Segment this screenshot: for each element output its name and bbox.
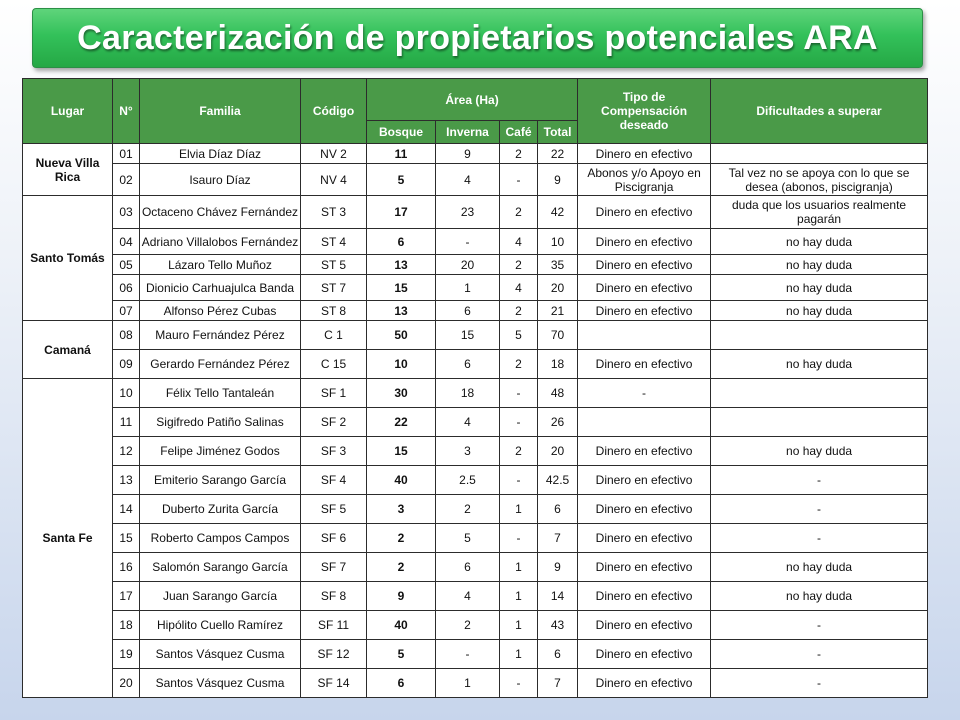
cafe-cell: - xyxy=(500,379,538,408)
table-row xyxy=(23,275,928,301)
lugar-cell: Nueva Villa Rica xyxy=(23,144,113,196)
cafe-cell: - xyxy=(500,669,538,698)
inverna-cell: 3 xyxy=(436,437,500,466)
row-number: 12 xyxy=(113,437,140,466)
table-container xyxy=(22,78,927,698)
bosque-cell: 5 xyxy=(367,164,436,196)
tipo-cell: Dinero en efectivo xyxy=(578,495,711,524)
codigo-cell: SF 1 xyxy=(301,379,367,408)
tipo-cell: Dinero en efectivo xyxy=(578,524,711,553)
table-row xyxy=(23,495,928,524)
inverna-cell: 2.5 xyxy=(436,466,500,495)
bosque-cell: 30 xyxy=(367,379,436,408)
dificultades-cell xyxy=(711,408,928,437)
dificultades-cell: - xyxy=(711,640,928,669)
tipo-cell: Dinero en efectivo xyxy=(578,582,711,611)
dificultades-cell: no hay duda xyxy=(711,301,928,321)
total-cell: 22 xyxy=(538,144,578,164)
dificultades-cell: no hay duda xyxy=(711,553,928,582)
dificultades-cell: no hay duda xyxy=(711,582,928,611)
familia-cell: Salomón Sarango García xyxy=(140,553,301,582)
familia-cell: Felipe Jiménez Godos xyxy=(140,437,301,466)
table-row xyxy=(23,164,928,196)
row-number: 20 xyxy=(113,669,140,698)
lugar-cell: Santa Fe xyxy=(23,379,113,698)
cafe-cell: 1 xyxy=(500,553,538,582)
row-number: 15 xyxy=(113,524,140,553)
familia-cell: Adriano Villalobos Fernández xyxy=(140,229,301,255)
header-lugar: Lugar xyxy=(23,79,113,144)
cafe-cell: 2 xyxy=(500,350,538,379)
row-number: 02 xyxy=(113,164,140,196)
bosque-cell: 13 xyxy=(367,301,436,321)
row-number: 19 xyxy=(113,640,140,669)
dificultades-cell: Tal vez no se apoya con lo que se desea (abonos, piscigranja) xyxy=(711,164,928,196)
dificultades-cell xyxy=(711,321,928,350)
header-familia: Familia xyxy=(140,79,301,144)
tipo-cell: Dinero en efectivo xyxy=(578,437,711,466)
cafe-cell: 4 xyxy=(500,229,538,255)
bosque-cell: 50 xyxy=(367,321,436,350)
cafe-cell: 2 xyxy=(500,255,538,275)
row-number: 05 xyxy=(113,255,140,275)
cafe-cell: 2 xyxy=(500,196,538,229)
inverna-cell: 9 xyxy=(436,144,500,164)
total-cell: 20 xyxy=(538,437,578,466)
table-row xyxy=(23,640,928,669)
cafe-cell: 2 xyxy=(500,437,538,466)
bosque-cell: 22 xyxy=(367,408,436,437)
codigo-cell: SF 2 xyxy=(301,408,367,437)
total-cell: 70 xyxy=(538,321,578,350)
total-cell: 43 xyxy=(538,611,578,640)
tipo-cell xyxy=(578,321,711,350)
codigo-cell: SF 14 xyxy=(301,669,367,698)
table-row xyxy=(23,379,928,408)
bosque-cell: 3 xyxy=(367,495,436,524)
total-cell: 26 xyxy=(538,408,578,437)
codigo-cell: ST 4 xyxy=(301,229,367,255)
dificultades-cell: - xyxy=(711,466,928,495)
row-number: 09 xyxy=(113,350,140,379)
total-cell: 20 xyxy=(538,275,578,301)
bosque-cell: 2 xyxy=(367,524,436,553)
header-tipo-compensacion: Tipo de Compensación deseado xyxy=(578,79,711,144)
dificultades-cell: no hay duda xyxy=(711,255,928,275)
inverna-cell: 4 xyxy=(436,408,500,437)
bosque-cell: 15 xyxy=(367,275,436,301)
row-number: 14 xyxy=(113,495,140,524)
tipo-cell: Dinero en efectivo xyxy=(578,350,711,379)
tipo-cell xyxy=(578,408,711,437)
tipo-cell: Dinero en efectivo xyxy=(578,196,711,229)
codigo-cell: SF 8 xyxy=(301,582,367,611)
table-row xyxy=(23,553,928,582)
table-row xyxy=(23,321,928,350)
inverna-cell: - xyxy=(436,229,500,255)
table-row xyxy=(23,301,928,321)
tipo-cell: Dinero en efectivo xyxy=(578,640,711,669)
dificultades-cell: - xyxy=(711,611,928,640)
familia-cell: Elvia Díaz Díaz xyxy=(140,144,301,164)
table-row xyxy=(23,466,928,495)
cafe-cell: - xyxy=(500,524,538,553)
familia-cell: Octaceno Chávez Fernández xyxy=(140,196,301,229)
table-row xyxy=(23,144,928,164)
table-body xyxy=(23,144,928,698)
header-bosque: Bosque xyxy=(367,121,436,144)
table-row xyxy=(23,408,928,437)
table-row xyxy=(23,229,928,255)
total-cell: 9 xyxy=(538,164,578,196)
codigo-cell: SF 6 xyxy=(301,524,367,553)
codigo-cell: SF 12 xyxy=(301,640,367,669)
row-number: 07 xyxy=(113,301,140,321)
inverna-cell: 2 xyxy=(436,495,500,524)
cafe-cell: 2 xyxy=(500,301,538,321)
inverna-cell: 6 xyxy=(436,553,500,582)
header-inverna: Inverna xyxy=(436,121,500,144)
familia-cell: Isauro Díaz xyxy=(140,164,301,196)
dificultades-cell: - xyxy=(711,495,928,524)
familia-cell: Santos Vásquez Cusma xyxy=(140,640,301,669)
tipo-cell: Dinero en efectivo xyxy=(578,275,711,301)
row-number: 01 xyxy=(113,144,140,164)
familia-cell: Félix Tello Tantaleán xyxy=(140,379,301,408)
inverna-cell: 15 xyxy=(436,321,500,350)
codigo-cell: C 15 xyxy=(301,350,367,379)
cafe-cell: 1 xyxy=(500,611,538,640)
dificultades-cell: no hay duda xyxy=(711,229,928,255)
table-row xyxy=(23,196,928,229)
row-number: 11 xyxy=(113,408,140,437)
header-cafe: Café xyxy=(500,121,538,144)
row-number: 18 xyxy=(113,611,140,640)
cafe-cell: 1 xyxy=(500,495,538,524)
codigo-cell: SF 3 xyxy=(301,437,367,466)
row-number: 06 xyxy=(113,275,140,301)
codigo-cell: ST 7 xyxy=(301,275,367,301)
total-cell: 48 xyxy=(538,379,578,408)
bosque-cell: 40 xyxy=(367,466,436,495)
dificultades-cell xyxy=(711,379,928,408)
bosque-cell: 11 xyxy=(367,144,436,164)
total-cell: 18 xyxy=(538,350,578,379)
total-cell: 42 xyxy=(538,196,578,229)
bosque-cell: 9 xyxy=(367,582,436,611)
tipo-cell: - xyxy=(578,379,711,408)
bosque-cell: 40 xyxy=(367,611,436,640)
total-cell: 35 xyxy=(538,255,578,275)
codigo-cell: C 1 xyxy=(301,321,367,350)
codigo-cell: ST 3 xyxy=(301,196,367,229)
table-row xyxy=(23,350,928,379)
header-total: Total xyxy=(538,121,578,144)
cafe-cell: 1 xyxy=(500,640,538,669)
inverna-cell: 2 xyxy=(436,611,500,640)
inverna-cell: 5 xyxy=(436,524,500,553)
cafe-cell: - xyxy=(500,408,538,437)
familia-cell: Dionicio Carhuajulca Banda xyxy=(140,275,301,301)
total-cell: 9 xyxy=(538,553,578,582)
codigo-cell: ST 8 xyxy=(301,301,367,321)
codigo-cell: NV 4 xyxy=(301,164,367,196)
bosque-cell: 15 xyxy=(367,437,436,466)
tipo-cell: Dinero en efectivo xyxy=(578,144,711,164)
dificultades-cell: - xyxy=(711,669,928,698)
inverna-cell: 4 xyxy=(436,582,500,611)
page-title: Caracterización de propietarios potenciales ARA xyxy=(77,18,878,57)
total-cell: 42.5 xyxy=(538,466,578,495)
cafe-cell: - xyxy=(500,466,538,495)
lugar-cell: Santo Tomás xyxy=(23,196,113,321)
codigo-cell: ST 5 xyxy=(301,255,367,275)
row-number: 17 xyxy=(113,582,140,611)
codigo-cell: SF 5 xyxy=(301,495,367,524)
bosque-cell: 6 xyxy=(367,229,436,255)
inverna-cell: 1 xyxy=(436,669,500,698)
familia-cell: Roberto Campos Campos xyxy=(140,524,301,553)
tipo-cell: Dinero en efectivo xyxy=(578,229,711,255)
row-number: 16 xyxy=(113,553,140,582)
cafe-cell: 1 xyxy=(500,582,538,611)
familia-cell: Mauro Fernández Pérez xyxy=(140,321,301,350)
bosque-cell: 17 xyxy=(367,196,436,229)
tipo-cell: Abonos y/o Apoyo en Piscigranja xyxy=(578,164,711,196)
familia-cell: Hipólito Cuello Ramírez xyxy=(140,611,301,640)
cafe-cell: - xyxy=(500,164,538,196)
header-dificultades: Dificultades a superar xyxy=(711,79,928,144)
table-row xyxy=(23,524,928,553)
bosque-cell: 13 xyxy=(367,255,436,275)
codigo-cell: SF 11 xyxy=(301,611,367,640)
familia-cell: Sigifredo Patiño Salinas xyxy=(140,408,301,437)
codigo-cell: SF 7 xyxy=(301,553,367,582)
header-area: Área (Ha) xyxy=(367,79,578,121)
row-number: 08 xyxy=(113,321,140,350)
total-cell: 7 xyxy=(538,524,578,553)
tipo-cell: Dinero en efectivo xyxy=(578,611,711,640)
table-row xyxy=(23,582,928,611)
dificultades-cell: duda que los usuarios realmente pagarán xyxy=(711,196,928,229)
lugar-cell: Camaná xyxy=(23,321,113,379)
total-cell: 6 xyxy=(538,495,578,524)
familia-cell: Lázaro Tello Muñoz xyxy=(140,255,301,275)
total-cell: 7 xyxy=(538,669,578,698)
owners-table xyxy=(22,78,928,698)
cafe-cell: 5 xyxy=(500,321,538,350)
table-row xyxy=(23,255,928,275)
inverna-cell: 23 xyxy=(436,196,500,229)
tipo-cell: Dinero en efectivo xyxy=(578,255,711,275)
inverna-cell: 6 xyxy=(436,301,500,321)
tipo-cell: Dinero en efectivo xyxy=(578,553,711,582)
row-number: 10 xyxy=(113,379,140,408)
table-row xyxy=(23,437,928,466)
row-number: 13 xyxy=(113,466,140,495)
dificultades-cell: - xyxy=(711,524,928,553)
codigo-cell: SF 4 xyxy=(301,466,367,495)
dificultades-cell xyxy=(711,144,928,164)
row-number: 04 xyxy=(113,229,140,255)
total-cell: 10 xyxy=(538,229,578,255)
inverna-cell: 20 xyxy=(436,255,500,275)
row-number: 03 xyxy=(113,196,140,229)
cafe-cell: 2 xyxy=(500,144,538,164)
dificultades-cell: no hay duda xyxy=(711,350,928,379)
familia-cell: Emiterio Sarango García xyxy=(140,466,301,495)
bosque-cell: 5 xyxy=(367,640,436,669)
inverna-cell: 4 xyxy=(436,164,500,196)
total-cell: 6 xyxy=(538,640,578,669)
cafe-cell: 4 xyxy=(500,275,538,301)
total-cell: 14 xyxy=(538,582,578,611)
bosque-cell: 2 xyxy=(367,553,436,582)
dificultades-cell: no hay duda xyxy=(711,437,928,466)
bosque-cell: 10 xyxy=(367,350,436,379)
inverna-cell: 18 xyxy=(436,379,500,408)
familia-cell: Juan Sarango García xyxy=(140,582,301,611)
inverna-cell: 1 xyxy=(436,275,500,301)
inverna-cell: 6 xyxy=(436,350,500,379)
tipo-cell: Dinero en efectivo xyxy=(578,466,711,495)
table-row xyxy=(23,611,928,640)
header-codigo: Código xyxy=(301,79,367,144)
dificultades-cell: no hay duda xyxy=(711,275,928,301)
tipo-cell: Dinero en efectivo xyxy=(578,669,711,698)
familia-cell: Gerardo Fernández Pérez xyxy=(140,350,301,379)
total-cell: 21 xyxy=(538,301,578,321)
familia-cell: Alfonso Pérez Cubas xyxy=(140,301,301,321)
table-row xyxy=(23,669,928,698)
title-banner xyxy=(32,8,923,68)
familia-cell: Duberto Zurita García xyxy=(140,495,301,524)
codigo-cell: NV 2 xyxy=(301,144,367,164)
inverna-cell: - xyxy=(436,640,500,669)
bosque-cell: 6 xyxy=(367,669,436,698)
familia-cell: Santos Vásquez Cusma xyxy=(140,669,301,698)
header-numero: N° xyxy=(113,79,140,144)
tipo-cell: Dinero en efectivo xyxy=(578,301,711,321)
